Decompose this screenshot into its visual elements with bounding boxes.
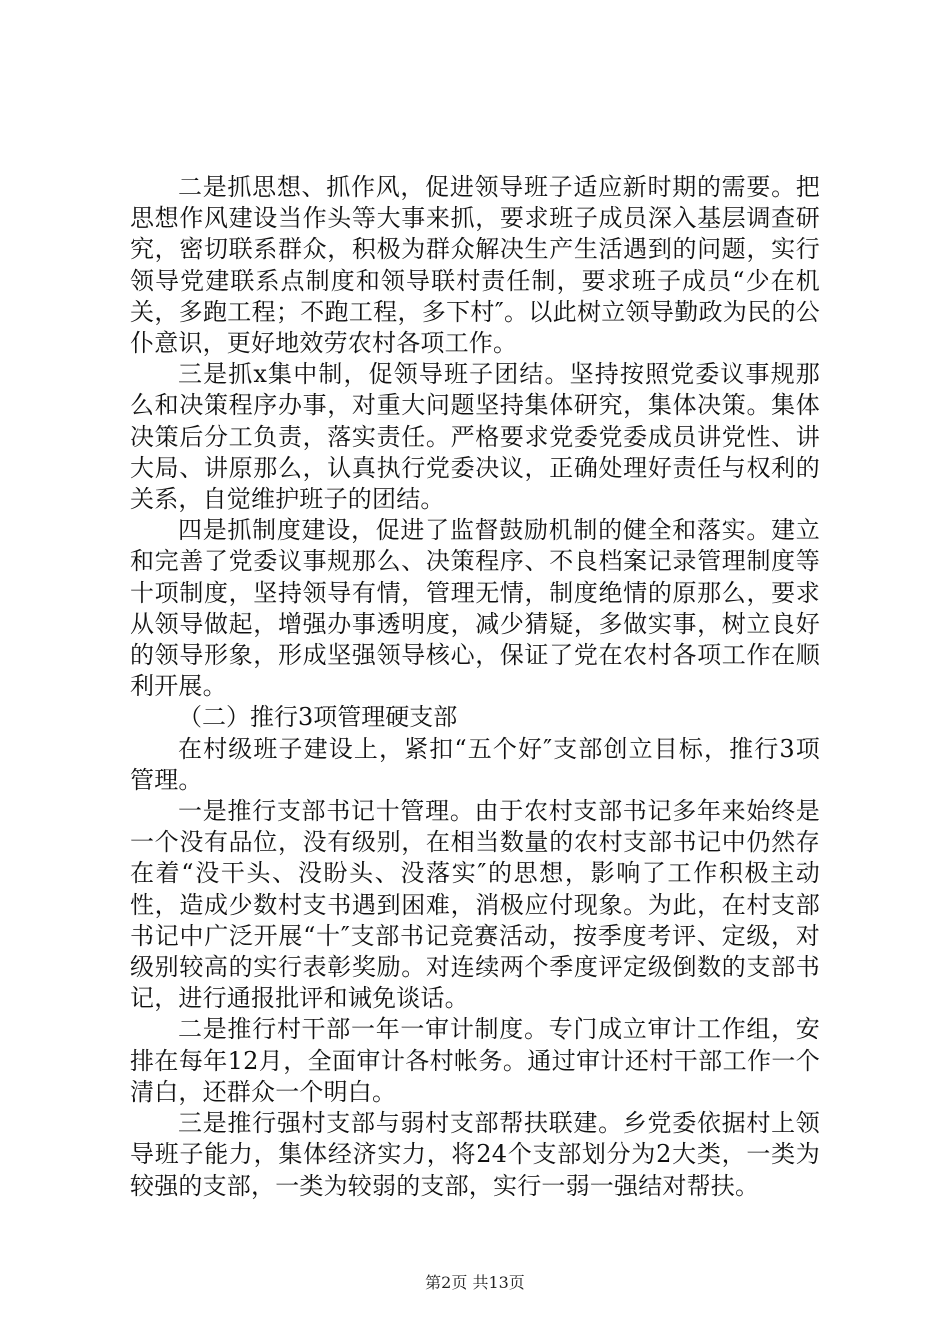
page-number: 第2页 共13页 [425,1273,525,1292]
paragraph-audit: 二是推行村干部一年一审计制度。专门成立审计工作组，安排在每年12月，全面审计各村帐务。通过审计还村干部工作一个清白，还群众一个明白。 [130,1015,820,1106]
paragraph-centralism: 三是抓x集中制，促领导班子团结。坚持按照党委议事规那么和决策程序办事，对重大问题坚持集体研究，集体决策。集体决策后分工负责，落实责任。严格要求党委党委成员讲党性、讲大局、讲原那么，认真执行党委决议，正确处理好责任与权利的关系，自觉维护班子的团结。 [130,360,820,514]
section-heading: （二）推行3项管理硬支部 [178,703,458,732]
document-body [130,172,820,1202]
paragraph-system-building: 四是抓制度建设，促进了监督鼓励机制的健全和落实。建立和完善了党委议事规那么、决策程序、不良档案记录管理制度等十项制度，坚持领导有情，管理无情，制度绝情的原那么，要求从领导做起，增强办事透明度，减少猜疑，多做实事，树立良好的领导形象，形成坚强领导核心，保证了党在农村各项工作在顺利开展。 [130,516,820,701]
paragraph-village-teams: 在村级班子建设上，紧扣“五个好″支部创立目标，推行3项管理。 [130,734,820,794]
paragraph-pairing: 三是推行强村支部与弱村支部帮扶联建。乡党委依据村上领导班子能力，集体经济实力，将24个支部划分为2大类，一类为较强的支部，一类为较弱的支部，实行一弱一强结对帮扶。 [130,1109,820,1200]
paragraph-party-secretary: 一是推行支部书记十管理。由于农村支部书记多年来始终是一个没有品位，没有级别，在相当数量的农村支部书记中仍然存在着“没干头、没盼头、没落实″的思想，影响了工作积极主动性，造成少数村支书遇到困难，消极应付现象。为此，在村支部书记中广泛开展“十″支部书记竞赛活动，按季度考评、定级，对级别较高的实行表彰奖励。对连续两个季度评定级倒数的支部书记，进行通报批评和诫免谈话。 [130,797,820,1013]
paragraph-leadership-style: 二是抓思想、抓作风，促进领导班子适应新时期的需要。把思想作风建设当作头等大事来抓，要求班子成员深入基层调查研究，密切联系群众，积极为群众解决生产生活遇到的问题，实行领导党建联系点制度和领导联村责任制，要求班子成员“少在机关，多跑工程；不跑工程，多下村″。以此树立领导勤政为民的公仆意识，更好地效劳农村各项工作。 [130,173,820,358]
